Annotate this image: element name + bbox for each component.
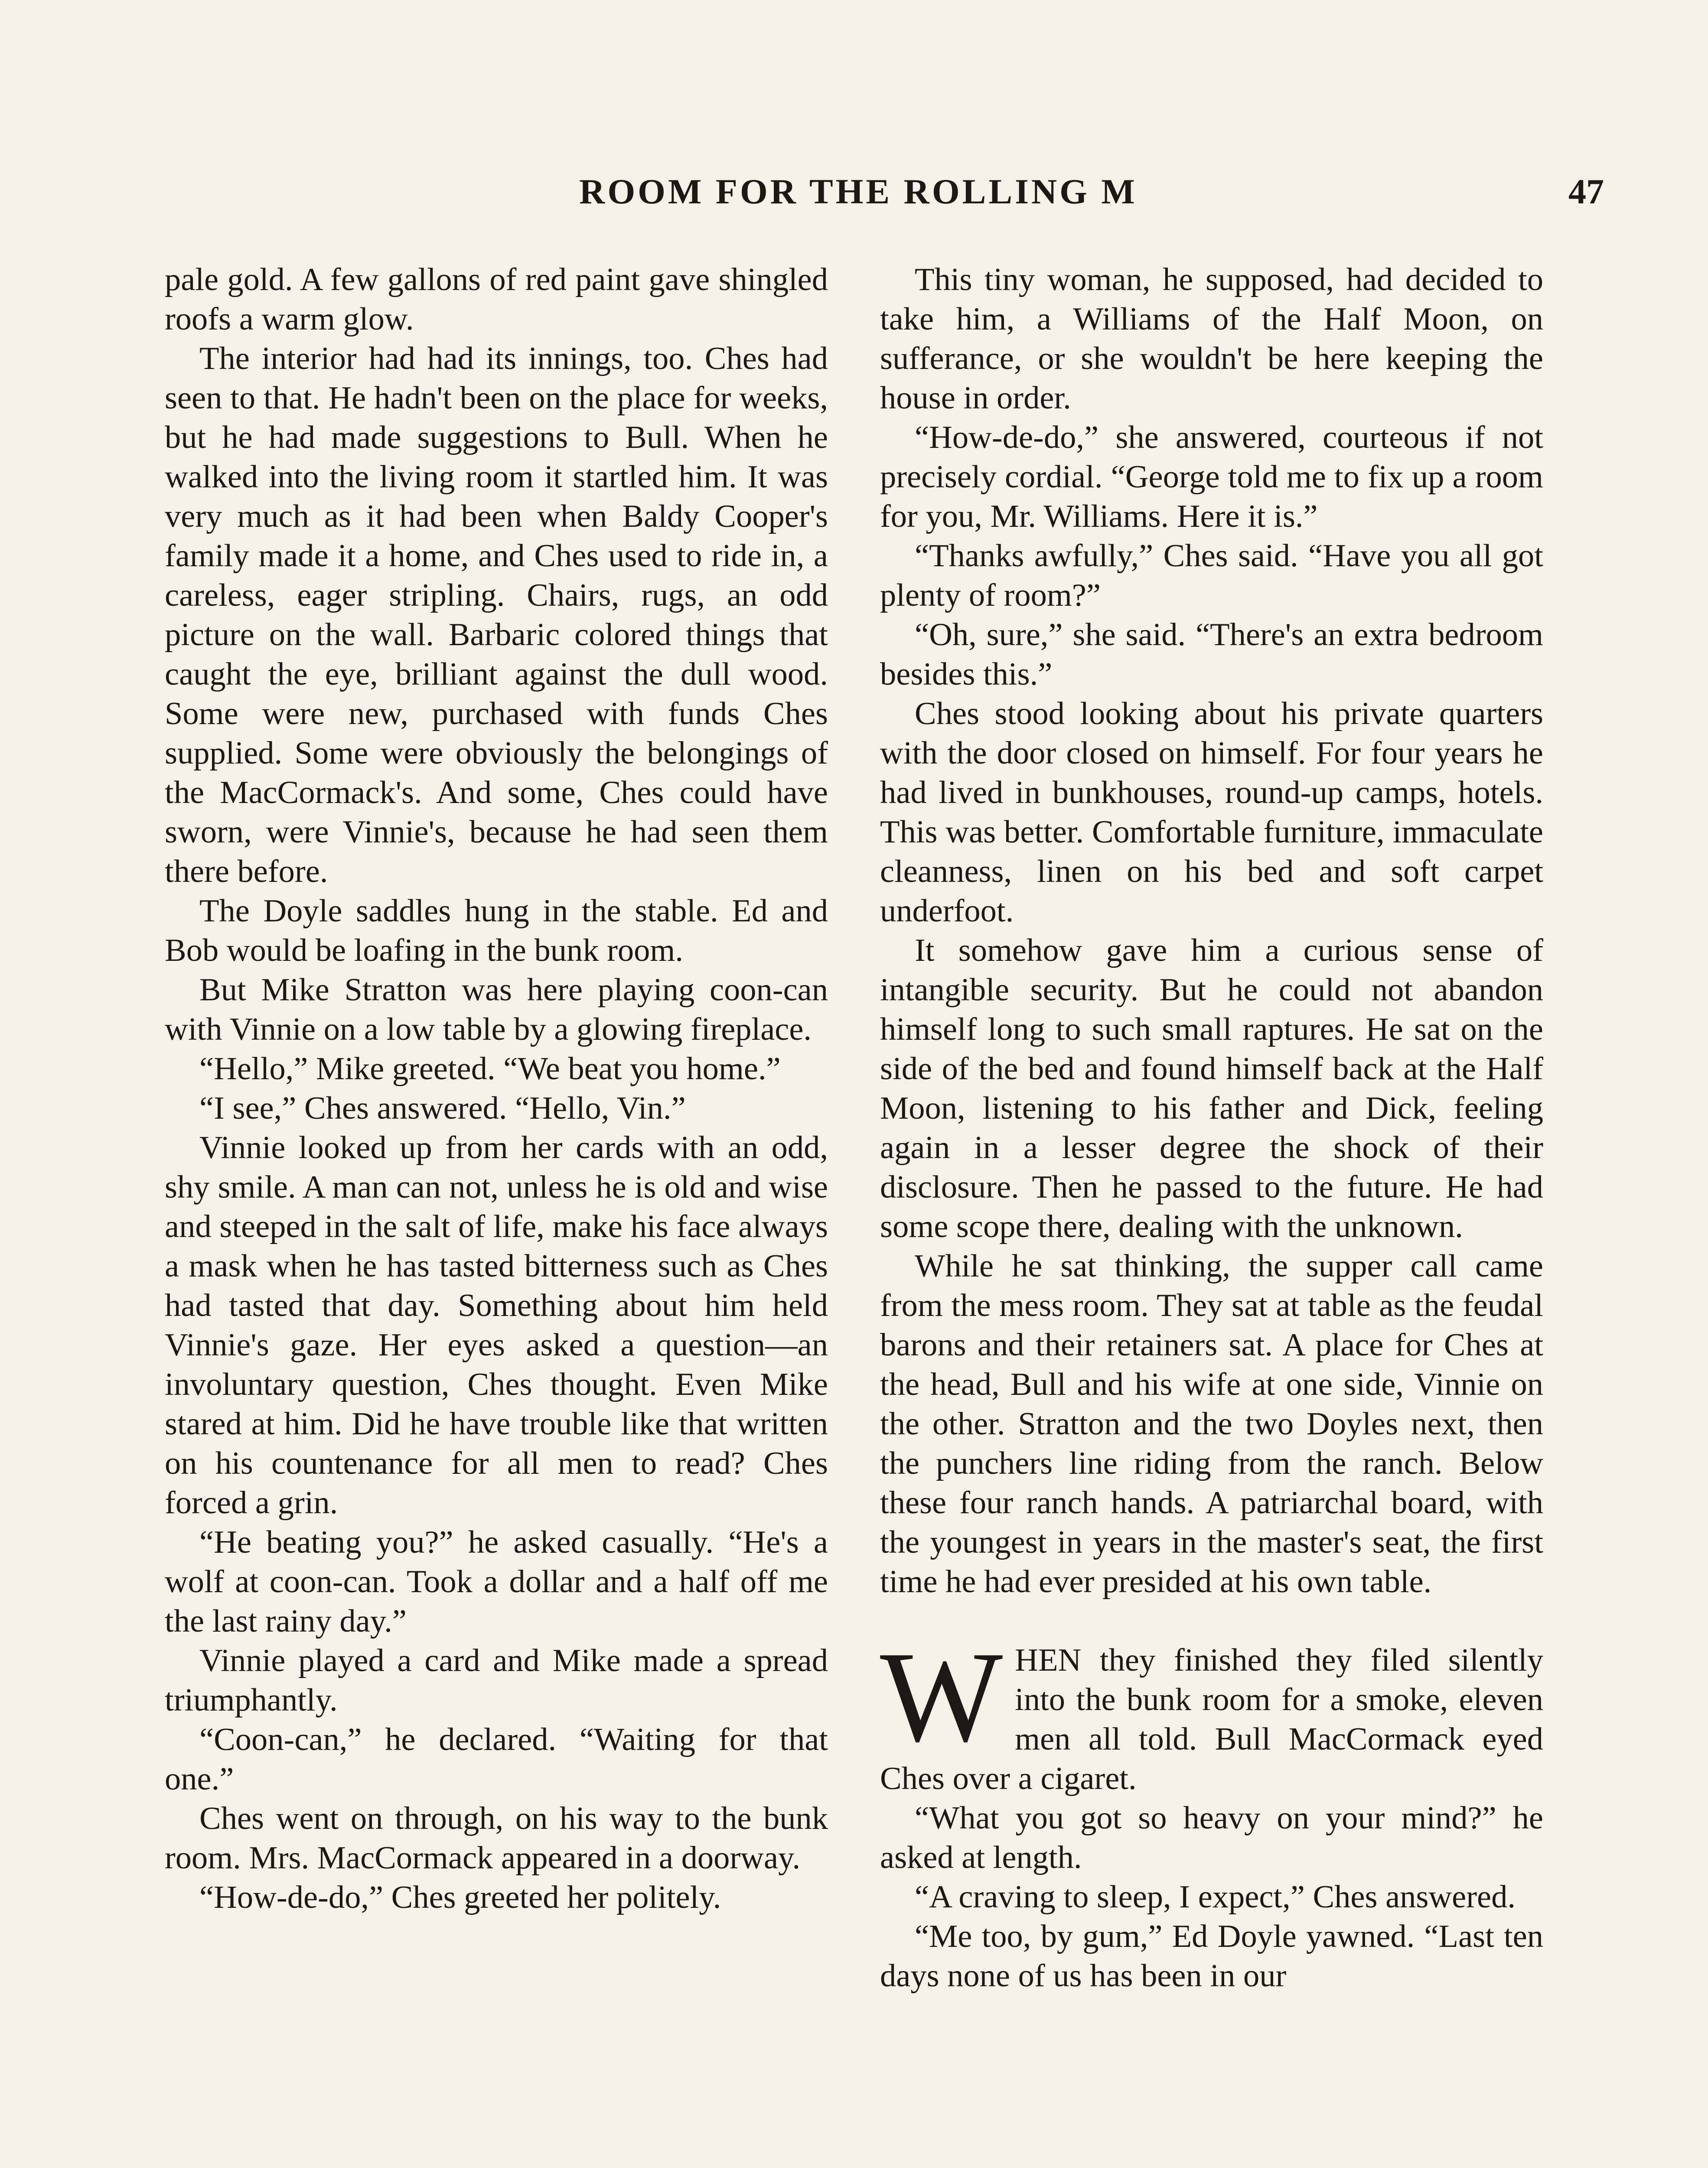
left-paragraph-11: Ches went on through, on his way to the bunk room. Mrs. MacCormack appeared in a doorway. xyxy=(165,1801,828,1876)
left-paragraph-6: “I see,” Ches answered. “Hello, Vin.” xyxy=(199,1091,686,1126)
section-opening-text: HEN they finished they filed silently into the bunk room for a smoke, eleven men all told. Bull MacCormack eyed Ches over a cigaret. xyxy=(880,1642,1543,1796)
left-paragraph-1: pale gold. A few gallons of red paint gave shingled roofs a warm glow. xyxy=(165,262,828,337)
right-paragraph-7: While he sat thinking, the supper call came from the mess room. They sat at table as the feudal barons and their retainers sat. A place for Ches at the head, Bull and his wife at one side, Vinnie on the other. Stratton and the two Doyles next, then the punchers line riding from the ranch. Below these four ranch hands. A patriarchal board, with the youngest in years in the master's seat, the first time he had ever presided at his own table. xyxy=(880,1248,1543,1600)
left-paragraph-8: “He beating you?” he asked casually. “He's a wolf at coon-can. Took a dollar and a half off me the last rainy day.” xyxy=(165,1525,828,1639)
right-paragraph-5: Ches stood looking about his private quarters with the door closed on himself. For four years he had lived in bunkhouses, round-up camps, hotels. This was better. Comfortable furniture, immaculate cleanness, linen on his bed and soft carpet underfoot. xyxy=(880,696,1543,929)
section-opening-paragraph xyxy=(880,1625,1543,1799)
right-paragraph-2: “How-de-do,” she answered, courteous if not precisely cordial. “George told me to fix up a room for you, Mr. Williams. Here it is.” xyxy=(880,420,1543,534)
right-paragraph-3: “Thanks awfully,” Ches said. “Have you all got plenty of room?” xyxy=(880,538,1543,613)
page-number: 47 xyxy=(1568,172,1604,211)
right-paragraph-4: “Oh, sure,” she said. “There's an extra bedroom besides this.” xyxy=(880,617,1543,692)
right-paragraph-1: This tiny woman, he supposed, had decided to take him, a Williams of the Half Moon, on sufferance, or she wouldn't be here keeping the house in order. xyxy=(880,262,1543,416)
left-paragraph-7: Vinnie looked up from her cards with an odd, shy smile. A man can not, unless he is old and wise and steeped in the salt of life, make his face always a mask when he has tasted bitterness such as Ches had tasted that day. Something about him held Vinnie's gaze. Her eyes asked a question—an involuntary question, Ches thought. Even Mike stared at him. Did he have trouble like that written on his countenance for all men to read? Ches forced a grin. xyxy=(165,1130,828,1521)
running-title: ROOM FOR THE ROLLING M xyxy=(579,172,1138,211)
left-paragraph-5: “Hello,” Mike greeted. “We beat you home.” xyxy=(199,1051,781,1087)
left-paragraph-12: “How-de-do,” Ches greeted her politely. xyxy=(199,1880,721,1915)
left-paragraph-9: Vinnie played a card and Mike made a spread triumphantly. xyxy=(165,1643,828,1718)
right-paragraph-6: It somehow gave him a curious sense of intangible security. But he could not abandon himself long to such small raptures. He sat on the side of the bed and found himself back at the Half Moon, listening to his father and Dick, feeling again in a lesser degree the shock of their disclosure. Then he passed to the future. He had some scope there, dealing with the unknown. xyxy=(880,933,1543,1244)
right-section-paragraph-3: “Me too, by gum,” Ed Doyle yawned. “Last ten days none of us has been in our xyxy=(880,1919,1543,1994)
left-paragraph-4: But Mike Stratton was here playing coon-can with Vinnie on a low table by a glowing fireplace. xyxy=(165,972,828,1047)
drop-cap-letter: W xyxy=(880,1625,1003,1769)
right-section-paragraph-1: “What you got so heavy on your mind?” he asked at length. xyxy=(880,1800,1543,1875)
left-paragraph-2: The interior had had its innings, too. Ches had seen to that. He hadn't been on the place for weeks, but he had made suggestions to Bull. When he walked into the living room it startled him. It was very much as it had been when Baldy Cooper's family made it a home, and Ches used to ride in, a careless, eager stripling. Chairs, rugs, an odd picture on the wall. Barbaric colored things that caught the eye, brilliant against the dull wood. Some were new, purchased with funds Ches supplied. Some were obviously the belongings of the MacCormack's. And some, Ches could have sworn, were Vinnie's, because he had seen them there before. xyxy=(165,341,828,889)
left-paragraph-3: The Doyle saddles hung in the stable. Ed and Bob would be loafing in the bunk room. xyxy=(165,893,828,968)
page-header xyxy=(165,171,1604,223)
right-section-paragraph-2: “A craving to sleep, I expect,” Ches answered. xyxy=(915,1879,1516,1915)
right-text-column xyxy=(880,260,1543,1996)
left-paragraph-10: “Coon-can,” he declared. “Waiting for that one.” xyxy=(165,1722,828,1797)
left-text-column xyxy=(165,260,828,1917)
